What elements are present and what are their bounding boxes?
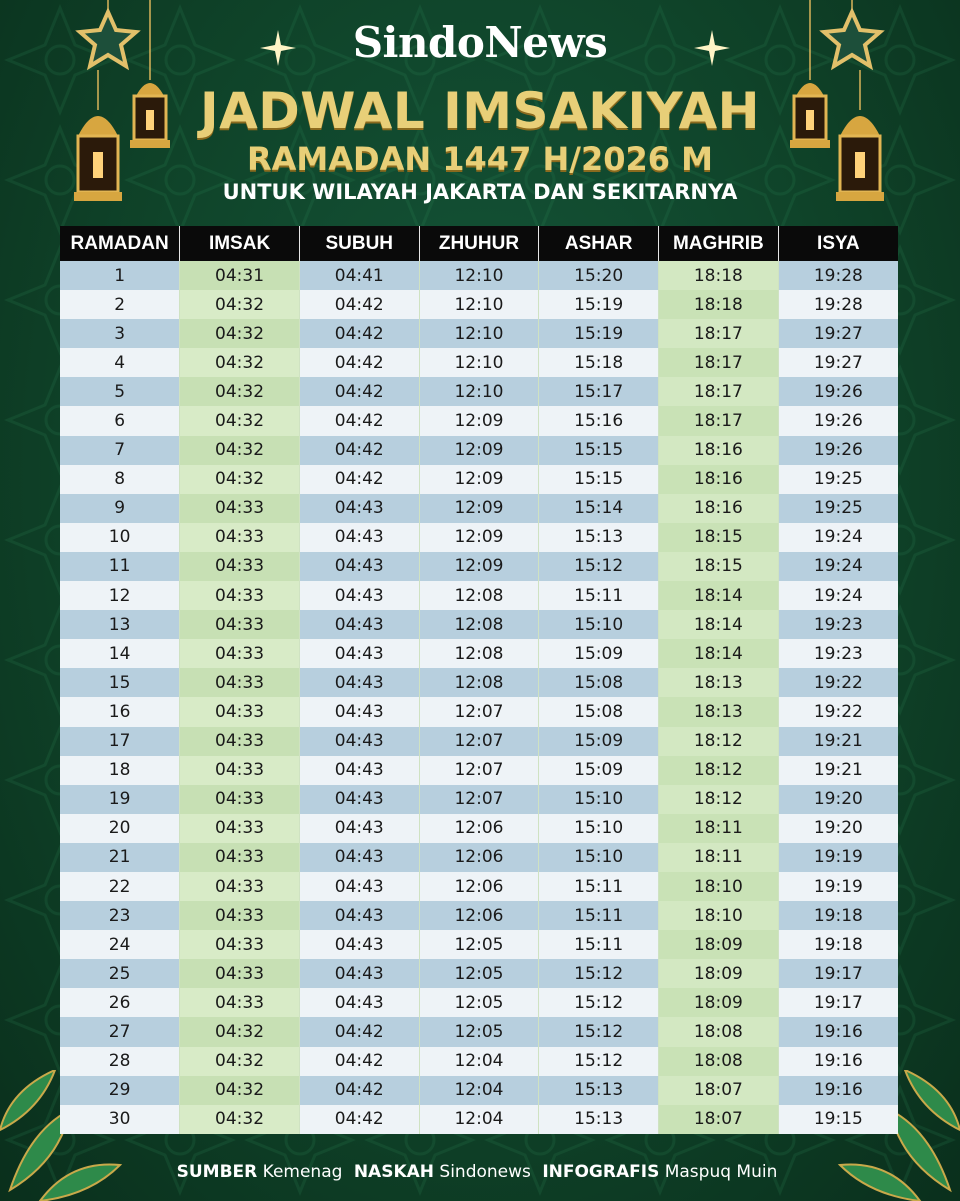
cell-subuh: 04:42 [299,319,419,348]
cell-ashar: 15:09 [539,727,659,756]
cell-isya: 19:19 [778,872,898,901]
table-row [60,581,898,610]
cell-maghrib: 18:09 [659,988,779,1017]
cell-maghrib: 18:18 [659,261,779,290]
cell-isya: 19:18 [778,901,898,930]
cell-isya: 19:22 [778,697,898,726]
cell-ramadan: 28 [60,1047,180,1076]
cell-imsak: 04:33 [180,872,300,901]
cell-ashar: 15:10 [539,610,659,639]
cell-ashar: 15:11 [539,872,659,901]
cell-ramadan: 1 [60,261,180,290]
cell-isya: 19:21 [778,727,898,756]
cell-isya: 19:27 [778,348,898,377]
cell-ramadan: 13 [60,610,180,639]
table-row [60,901,898,930]
table-row [60,1076,898,1105]
cell-maghrib: 18:17 [659,406,779,435]
cell-isya: 19:25 [778,465,898,494]
table-row [60,1047,898,1076]
cell-zhuhur: 12:06 [419,872,539,901]
cell-ashar: 15:09 [539,639,659,668]
cell-isya: 19:17 [778,959,898,988]
cell-zhuhur: 12:09 [419,436,539,465]
cell-maghrib: 18:13 [659,668,779,697]
cell-zhuhur: 12:09 [419,523,539,552]
cell-ashar: 15:10 [539,785,659,814]
table-row [60,552,898,581]
cell-maghrib: 18:14 [659,639,779,668]
cell-ashar: 15:15 [539,436,659,465]
cell-isya: 19:28 [778,290,898,319]
cell-subuh: 04:42 [299,465,419,494]
cell-zhuhur: 12:07 [419,785,539,814]
cell-subuh: 04:42 [299,348,419,377]
cell-maghrib: 18:11 [659,814,779,843]
page-title: JADWAL IMSAKIYAH [199,82,761,140]
source-value: Kemenag [262,1162,343,1182]
cell-ashar: 15:13 [539,523,659,552]
table-row [60,261,898,290]
cell-subuh: 04:43 [299,727,419,756]
footer-credits [0,1162,960,1182]
cell-zhuhur: 12:10 [419,319,539,348]
cell-ramadan: 2 [60,290,180,319]
cell-imsak: 04:32 [180,1105,300,1134]
table-row [60,814,898,843]
cell-ramadan: 21 [60,843,180,872]
cell-imsak: 04:33 [180,610,300,639]
cell-subuh: 04:42 [299,290,419,319]
cell-ashar: 15:11 [539,581,659,610]
cell-zhuhur: 12:04 [419,1105,539,1134]
cell-subuh: 04:43 [299,988,419,1017]
cell-ramadan: 14 [60,639,180,668]
cell-zhuhur: 12:05 [419,1017,539,1046]
cell-zhuhur: 12:08 [419,581,539,610]
cell-ramadan: 18 [60,756,180,785]
cell-maghrib: 18:15 [659,552,779,581]
cell-imsak: 04:32 [180,319,300,348]
table-row [60,290,898,319]
header-subuh: SUBUH [299,226,419,261]
cell-subuh: 04:43 [299,639,419,668]
cell-maghrib: 18:09 [659,959,779,988]
cell-imsak: 04:33 [180,581,300,610]
header-zhuhur: ZHUHUR [419,226,539,261]
cell-subuh: 04:43 [299,930,419,959]
cell-ramadan: 11 [60,552,180,581]
cell-subuh: 04:42 [299,377,419,406]
cell-zhuhur: 12:10 [419,348,539,377]
cell-imsak: 04:33 [180,727,300,756]
cell-isya: 19:22 [778,668,898,697]
cell-isya: 19:18 [778,930,898,959]
cell-ashar: 15:10 [539,843,659,872]
cell-ashar: 15:08 [539,668,659,697]
cell-subuh: 04:42 [299,1076,419,1105]
cell-ramadan: 29 [60,1076,180,1105]
cell-ashar: 15:12 [539,959,659,988]
cell-ashar: 15:11 [539,930,659,959]
cell-maghrib: 18:12 [659,785,779,814]
cell-subuh: 04:43 [299,756,419,785]
cell-imsak: 04:32 [180,406,300,435]
cell-imsak: 04:33 [180,756,300,785]
cell-imsak: 04:32 [180,1017,300,1046]
brand-logo: SindoNews [352,18,608,67]
cell-ramadan: 20 [60,814,180,843]
cell-maghrib: 18:09 [659,930,779,959]
cell-ramadan: 7 [60,436,180,465]
cell-ramadan: 12 [60,581,180,610]
region-label: UNTUK WILAYAH JAKARTA DAN SEKITARNYA [222,180,738,204]
table-row [60,436,898,465]
cell-zhuhur: 12:09 [419,494,539,523]
cell-ramadan: 3 [60,319,180,348]
cell-ashar: 15:12 [539,552,659,581]
cell-isya: 19:23 [778,639,898,668]
cell-ramadan: 23 [60,901,180,930]
cell-subuh: 04:43 [299,872,419,901]
cell-imsak: 04:32 [180,436,300,465]
table-row [60,727,898,756]
cell-ramadan: 24 [60,930,180,959]
cell-imsak: 04:33 [180,697,300,726]
cell-ashar: 15:12 [539,1047,659,1076]
cell-ashar: 15:11 [539,901,659,930]
cell-imsak: 04:33 [180,988,300,1017]
cell-ashar: 15:16 [539,406,659,435]
cell-subuh: 04:42 [299,1105,419,1134]
table-row [60,959,898,988]
cell-maghrib: 18:16 [659,465,779,494]
table-row [60,348,898,377]
cell-isya: 19:25 [778,494,898,523]
cell-imsak: 04:31 [180,261,300,290]
cell-maghrib: 18:11 [659,843,779,872]
cell-ashar: 15:15 [539,465,659,494]
infographic-label: INFOGRAFIS [542,1162,660,1182]
table-row [60,756,898,785]
cell-ramadan: 8 [60,465,180,494]
cell-ramadan: 27 [60,1017,180,1046]
header-maghrib: MAGHRIB [659,226,779,261]
table-row [60,872,898,901]
cell-imsak: 04:32 [180,1076,300,1105]
cell-zhuhur: 12:04 [419,1047,539,1076]
cell-ramadan: 30 [60,1105,180,1134]
header-isya: ISYA [778,226,898,261]
cell-zhuhur: 12:05 [419,930,539,959]
cell-subuh: 04:42 [299,1047,419,1076]
source-label: SUMBER [176,1162,258,1182]
cell-ashar: 15:14 [539,494,659,523]
cell-zhuhur: 12:06 [419,843,539,872]
cell-maghrib: 18:08 [659,1017,779,1046]
table-row [60,1105,898,1134]
cell-ramadan: 10 [60,523,180,552]
cell-ashar: 15:13 [539,1076,659,1105]
cell-ashar: 15:18 [539,348,659,377]
cell-maghrib: 18:17 [659,348,779,377]
cell-zhuhur: 12:06 [419,814,539,843]
cell-ramadan: 19 [60,785,180,814]
cell-subuh: 04:43 [299,814,419,843]
cell-ashar: 15:19 [539,290,659,319]
cell-subuh: 04:42 [299,436,419,465]
cell-ashar: 15:17 [539,377,659,406]
cell-maghrib: 18:14 [659,581,779,610]
cell-subuh: 04:43 [299,610,419,639]
cell-subuh: 04:43 [299,959,419,988]
cell-isya: 19:23 [778,610,898,639]
cell-imsak: 04:33 [180,552,300,581]
table-header-row [60,226,898,261]
cell-ashar: 15:20 [539,261,659,290]
cell-ramadan: 5 [60,377,180,406]
cell-isya: 19:15 [778,1105,898,1134]
table-row [60,523,898,552]
header-ramadan: RAMADAN [60,226,180,261]
cell-zhuhur: 12:09 [419,465,539,494]
cell-isya: 19:26 [778,406,898,435]
script-value: Sindonews [439,1162,531,1182]
cell-imsak: 04:32 [180,377,300,406]
cell-maghrib: 18:12 [659,756,779,785]
cell-imsak: 04:32 [180,1047,300,1076]
cell-ramadan: 4 [60,348,180,377]
cell-subuh: 04:43 [299,552,419,581]
cell-zhuhur: 12:06 [419,901,539,930]
cell-zhuhur: 12:07 [419,727,539,756]
cell-isya: 19:16 [778,1017,898,1046]
cell-zhuhur: 12:08 [419,639,539,668]
cell-imsak: 04:33 [180,959,300,988]
cell-zhuhur: 12:05 [419,988,539,1017]
cell-ashar: 15:08 [539,697,659,726]
table-row [60,377,898,406]
cell-zhuhur: 12:04 [419,1076,539,1105]
cell-isya: 19:24 [778,523,898,552]
cell-ramadan: 26 [60,988,180,1017]
cell-maghrib: 18:07 [659,1076,779,1105]
table-row [60,988,898,1017]
cell-isya: 19:16 [778,1076,898,1105]
schedule-table [60,226,898,1134]
cell-ashar: 15:19 [539,319,659,348]
table-body [60,261,898,1134]
table-row [60,319,898,348]
header-ashar: ASHAR [539,226,659,261]
cell-subuh: 04:43 [299,697,419,726]
cell-imsak: 04:33 [180,930,300,959]
cell-isya: 19:27 [778,319,898,348]
cell-subuh: 04:41 [299,261,419,290]
cell-subuh: 04:42 [299,1017,419,1046]
cell-isya: 19:24 [778,552,898,581]
page-subtitle: RAMADAN 1447 H/2026 M [247,140,713,178]
cell-zhuhur: 12:10 [419,261,539,290]
cell-isya: 19:26 [778,436,898,465]
cell-maghrib: 18:18 [659,290,779,319]
table-row [60,1017,898,1046]
cell-subuh: 04:43 [299,581,419,610]
cell-maghrib: 18:10 [659,901,779,930]
cell-zhuhur: 12:05 [419,959,539,988]
cell-imsak: 04:33 [180,814,300,843]
cell-maghrib: 18:07 [659,1105,779,1134]
cell-ashar: 15:13 [539,1105,659,1134]
cell-isya: 19:20 [778,785,898,814]
cell-isya: 19:26 [778,377,898,406]
script-label: NASKAH [353,1162,435,1182]
infographic-value: Maspuq Muin [664,1162,778,1182]
table-row [60,406,898,435]
cell-isya: 19:17 [778,988,898,1017]
cell-maghrib: 18:13 [659,697,779,726]
cell-ashar: 15:12 [539,988,659,1017]
cell-ramadan: 17 [60,727,180,756]
cell-imsak: 04:33 [180,843,300,872]
cell-maghrib: 18:17 [659,377,779,406]
cell-ramadan: 25 [60,959,180,988]
table-row [60,610,898,639]
cell-ashar: 15:12 [539,1017,659,1046]
cell-imsak: 04:32 [180,348,300,377]
cell-zhuhur: 12:09 [419,552,539,581]
cell-subuh: 04:42 [299,406,419,435]
cell-imsak: 04:32 [180,465,300,494]
cell-imsak: 04:32 [180,290,300,319]
cell-ramadan: 22 [60,872,180,901]
cell-isya: 19:24 [778,581,898,610]
cell-zhuhur: 12:07 [419,756,539,785]
header-imsak: IMSAK [180,226,300,261]
cell-imsak: 04:33 [180,901,300,930]
table-row [60,668,898,697]
cell-imsak: 04:33 [180,523,300,552]
cell-isya: 19:20 [778,814,898,843]
cell-zhuhur: 12:10 [419,377,539,406]
cell-ramadan: 9 [60,494,180,523]
cell-subuh: 04:43 [299,901,419,930]
cell-maghrib: 18:16 [659,436,779,465]
cell-maghrib: 18:08 [659,1047,779,1076]
table-row [60,465,898,494]
table-row [60,697,898,726]
table-row [60,930,898,959]
cell-maghrib: 18:12 [659,727,779,756]
cell-ramadan: 16 [60,697,180,726]
cell-ramadan: 6 [60,406,180,435]
cell-imsak: 04:33 [180,639,300,668]
cell-maghrib: 18:17 [659,319,779,348]
cell-maghrib: 18:10 [659,872,779,901]
table-row [60,494,898,523]
table-row [60,843,898,872]
cell-subuh: 04:43 [299,494,419,523]
cell-zhuhur: 12:10 [419,290,539,319]
cell-subuh: 04:43 [299,785,419,814]
cell-maghrib: 18:15 [659,523,779,552]
cell-subuh: 04:43 [299,523,419,552]
cell-imsak: 04:33 [180,494,300,523]
cell-maghrib: 18:16 [659,494,779,523]
table-row [60,785,898,814]
cell-zhuhur: 12:08 [419,610,539,639]
cell-imsak: 04:33 [180,668,300,697]
cell-subuh: 04:43 [299,668,419,697]
cell-isya: 19:28 [778,261,898,290]
cell-isya: 19:21 [778,756,898,785]
cell-isya: 19:16 [778,1047,898,1076]
cell-subuh: 04:43 [299,843,419,872]
cell-zhuhur: 12:09 [419,406,539,435]
cell-ashar: 15:10 [539,814,659,843]
cell-ashar: 15:09 [539,756,659,785]
cell-ramadan: 15 [60,668,180,697]
cell-zhuhur: 12:08 [419,668,539,697]
table-row [60,639,898,668]
cell-imsak: 04:33 [180,785,300,814]
cell-maghrib: 18:14 [659,610,779,639]
cell-zhuhur: 12:07 [419,697,539,726]
cell-isya: 19:19 [778,843,898,872]
